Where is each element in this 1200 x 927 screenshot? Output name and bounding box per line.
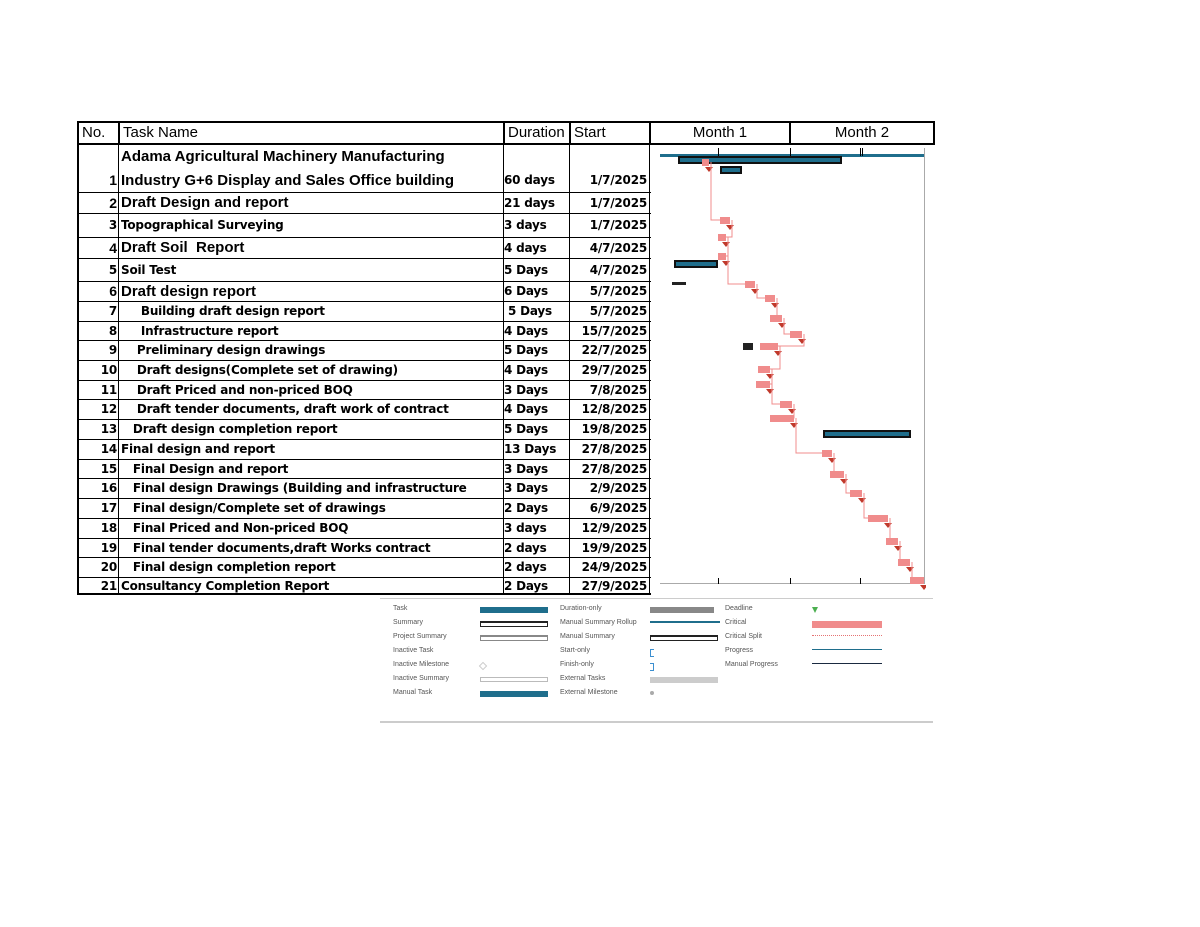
task-duration: 5 Days [504,263,548,277]
progress-bar [743,343,753,350]
timeline-tick [718,578,719,584]
legend-label: Finish-only [560,661,594,668]
task-name: Final design/Complete set of drawings [121,501,386,515]
dependency-link [784,318,790,334]
task-number: 11 [100,383,117,397]
legend-label: Progress [725,647,754,654]
table-row [77,578,651,595]
task-name: Building draft design report [121,304,325,318]
task-duration: 3 Days [504,462,548,476]
task-number: 13 [100,422,117,436]
header-no: No. [77,121,120,145]
duration-swatch [650,607,714,613]
dependency-arrow [858,498,866,503]
gantt-bars [650,145,926,597]
task-name: Draft design completion report [121,422,338,436]
task-name: Industry G+6 Display and Sales Office building [121,172,454,189]
legend-label: Inactive Summary [393,675,450,682]
table-row [77,420,651,440]
table-row [77,499,651,519]
task-start: 6/9/2025 [589,501,647,515]
dependency-arrow [840,479,848,484]
task-start: 12/8/2025 [581,402,647,416]
critical-task-bar [745,281,755,288]
finish-only-swatch [650,663,654,671]
task-name: Preliminary design drawings [121,343,326,357]
task-start: 24/9/2025 [581,560,647,574]
rollup-swatch [650,621,720,623]
legend-label: External Milestone [560,689,618,696]
table-row [77,558,651,578]
legend-label: Manual Progress [725,661,778,668]
task-number: 9 [108,343,117,357]
table-row [77,214,651,238]
task-start: 19/8/2025 [581,422,647,436]
external-swatch [650,677,718,683]
task-number: 16 [100,481,117,495]
header-start: Start [569,121,651,145]
table-row [77,169,651,193]
task-number: 19 [100,541,117,555]
header-month-1: Month 1 [649,121,791,145]
task-number: 3 [108,218,117,232]
task-duration: 2 days [504,541,547,555]
gantt-chart [650,145,926,597]
start-only-swatch [650,649,654,657]
task-name: Draft Soil Report [121,239,245,256]
dependency-link [796,418,822,453]
dependency-link [864,493,868,518]
summary-bar [824,431,910,437]
table-row [77,361,651,381]
header-duration: Duration [503,121,571,145]
summary-bar [675,261,717,267]
dependency-arrow [726,225,734,230]
table-row [77,479,651,499]
legend-label: Manual Task [393,689,433,696]
task-duration [503,145,570,169]
task-duration: 5 Days [504,343,548,357]
task-duration: 60 days [504,173,555,187]
legend-label: Critical Split [725,633,762,640]
dependency-arrow [884,523,892,528]
ext-milestone-swatch [650,691,654,695]
critical-task-bar [780,401,792,408]
task-name: Final design Drawings (Building and infrastructure [121,481,467,495]
task-number [77,145,118,169]
critical-task-bar [702,159,709,166]
task-start: 5/7/2025 [589,304,647,318]
legend-label: Inactive Task [393,647,434,654]
task-start: 4/7/2025 [589,241,647,255]
timeline-tick [790,148,791,156]
critical-task-bar [765,295,775,302]
task-start: 4/7/2025 [589,263,647,277]
timeline-tick [790,578,791,584]
task-number: 20 [100,560,117,574]
task-number: 15 [100,462,117,476]
summary-swatch [480,621,548,627]
legend-label: Manual Summary Rollup [560,619,637,626]
table-row [77,460,651,479]
progress-swatch [812,649,882,650]
task-duration: 3 Days [504,481,548,495]
table-row [77,440,651,460]
gantt-legend [380,598,933,723]
task-duration: 3 days [504,218,547,232]
task-start: 19/9/2025 [581,541,647,555]
task-number: 1 [109,172,117,188]
table-row [77,519,651,539]
task-name: Final Priced and Non-priced BOQ [121,521,349,535]
dependency-arrow [722,261,730,266]
dependency-link [711,162,720,220]
task-start: 1/7/2025 [589,218,647,232]
task-swatch [480,607,548,613]
task-start [569,145,649,169]
task-number: 21 [100,579,117,593]
task-name: Final design and report [121,442,275,456]
task-name: Draft tender documents, draft work of contract [121,402,449,416]
dependency-link [757,284,765,298]
table-row [77,259,651,282]
legend-label: Project Summary [393,633,447,640]
dependency-link [846,474,850,493]
progress-bar [672,282,686,285]
dependency-arrow [751,289,759,294]
task-name: Topographical Surveying [121,218,284,232]
task-number: 17 [100,501,117,515]
dependency-arrow [906,567,914,572]
task-name: Infrastructure report [121,324,279,338]
header-row [77,121,935,145]
dependency-arrow [766,374,774,379]
task-start: 7/8/2025 [589,383,647,397]
table-row [77,400,651,420]
task-number: 4 [109,240,117,256]
task-name: Draft designs(Complete set of drawing) [121,363,398,377]
legend-label: Inactive Milestone [393,661,450,668]
dependency-arrow [778,323,786,328]
timeline-tick [860,148,861,156]
task-start: 27/8/2025 [581,462,647,476]
task-start: 1/7/2025 [589,173,647,187]
timeline-tick [862,148,863,156]
task-duration: 5 Days [504,422,548,436]
task-number: 18 [100,521,117,535]
task-duration: 3 days [504,521,547,535]
task-duration: 13 Days [504,442,557,456]
task-name: Adama Agricultural Machinery Manufacturing [121,148,445,165]
dependency-link [772,384,780,404]
task-number: 2 [109,195,117,211]
task-start: 2/9/2025 [589,481,647,495]
timeline-tick [718,148,719,156]
task-start: 1/7/2025 [589,196,647,210]
legend-label: Manual Summary [560,633,615,640]
project-summary-swatch [480,635,548,641]
task-duration: 3 Days [504,383,548,397]
table-row [77,282,651,302]
task-duration: 2 days [504,560,547,574]
task-name: Draft Priced and non-priced BOQ [121,383,353,397]
summary-bar [721,167,741,173]
dependency-arrow [894,546,902,551]
legend-label: External Tasks [560,675,606,682]
task-duration: 4 Days [504,402,548,416]
table-row [77,381,651,400]
task-duration: 2 Days [504,501,548,515]
dependency-arrow [705,167,713,172]
summary-swatch [650,635,718,641]
task-swatch [480,691,548,697]
legend-label: Duration-only [560,605,602,612]
task-duration: 4 Days [504,363,548,377]
task-duration: 4 days [504,241,547,255]
task-start: 22/7/2025 [581,343,647,357]
task-start: 29/7/2025 [581,363,647,377]
critical-task-bar [790,331,802,338]
task-duration: 5 Days [504,304,552,318]
task-name: Draft design report [121,283,257,300]
task-start: 5/7/2025 [589,284,647,298]
task-name: Final tender documents,draft Works contract [121,541,431,555]
task-name: Soil Test [121,263,177,277]
manual-progress-swatch [812,663,882,664]
task-start: 15/7/2025 [581,324,647,338]
dependency-arrow [722,242,730,247]
task-name: Final Design and report [121,462,289,476]
task-number: 10 [100,363,117,377]
critical-split-swatch [812,635,882,636]
critical-swatch [812,621,882,628]
task-name: Draft Design and report [121,194,289,211]
deadline-swatch [812,607,818,613]
task-number: 14 [100,442,117,456]
dependency-arrow [766,389,774,394]
task-duration: 6 Days [504,284,548,298]
task-number: 8 [108,324,117,338]
task-number: 5 [108,263,117,277]
header-month-2: Month 2 [789,121,935,145]
table-row [77,193,651,214]
task-name: Final design completion report [121,560,336,574]
legend-label: Summary [393,619,423,626]
table-row [77,302,651,322]
task-number: 6 [109,283,117,299]
table-row [77,341,651,361]
task-start: 27/8/2025 [581,442,647,456]
task-number: 12 [100,402,117,416]
table-row [77,322,651,341]
legend-label: Deadline [725,605,753,612]
task-number: 7 [108,304,117,318]
task-name: Consultancy Completion Report [121,579,330,593]
legend-label: Start-only [560,647,590,654]
dependency-arrow [774,351,782,356]
legend-label: Critical [725,619,747,626]
dependency-link [728,256,745,284]
task-duration: 2 Days [504,579,548,593]
dependency-arrow [798,339,806,344]
table-row [77,539,651,558]
critical-task-bar [868,515,888,522]
task-duration: 21 days [504,196,555,210]
dependency-arrow [790,423,798,428]
table-row [77,238,651,259]
dependency-arrow [828,458,836,463]
task-start: 12/9/2025 [581,521,647,535]
task-duration: 4 Days [504,324,548,338]
dependency-link [898,541,900,562]
dependency-arrow [771,303,779,308]
dependency-arrow [920,585,926,590]
header-task-name: Task Name [118,121,505,145]
task-start: 27/9/2025 [581,579,647,593]
timeline-tick [860,578,861,584]
table-row [77,145,651,169]
inactive-summary-swatch [480,677,548,682]
diamond-swatch [479,662,487,670]
critical-task-bar [850,490,862,497]
critical-task-bar [720,217,730,224]
critical-task-bar [822,450,832,457]
legend-label: Task [393,605,408,612]
dependency-arrow [788,409,796,414]
